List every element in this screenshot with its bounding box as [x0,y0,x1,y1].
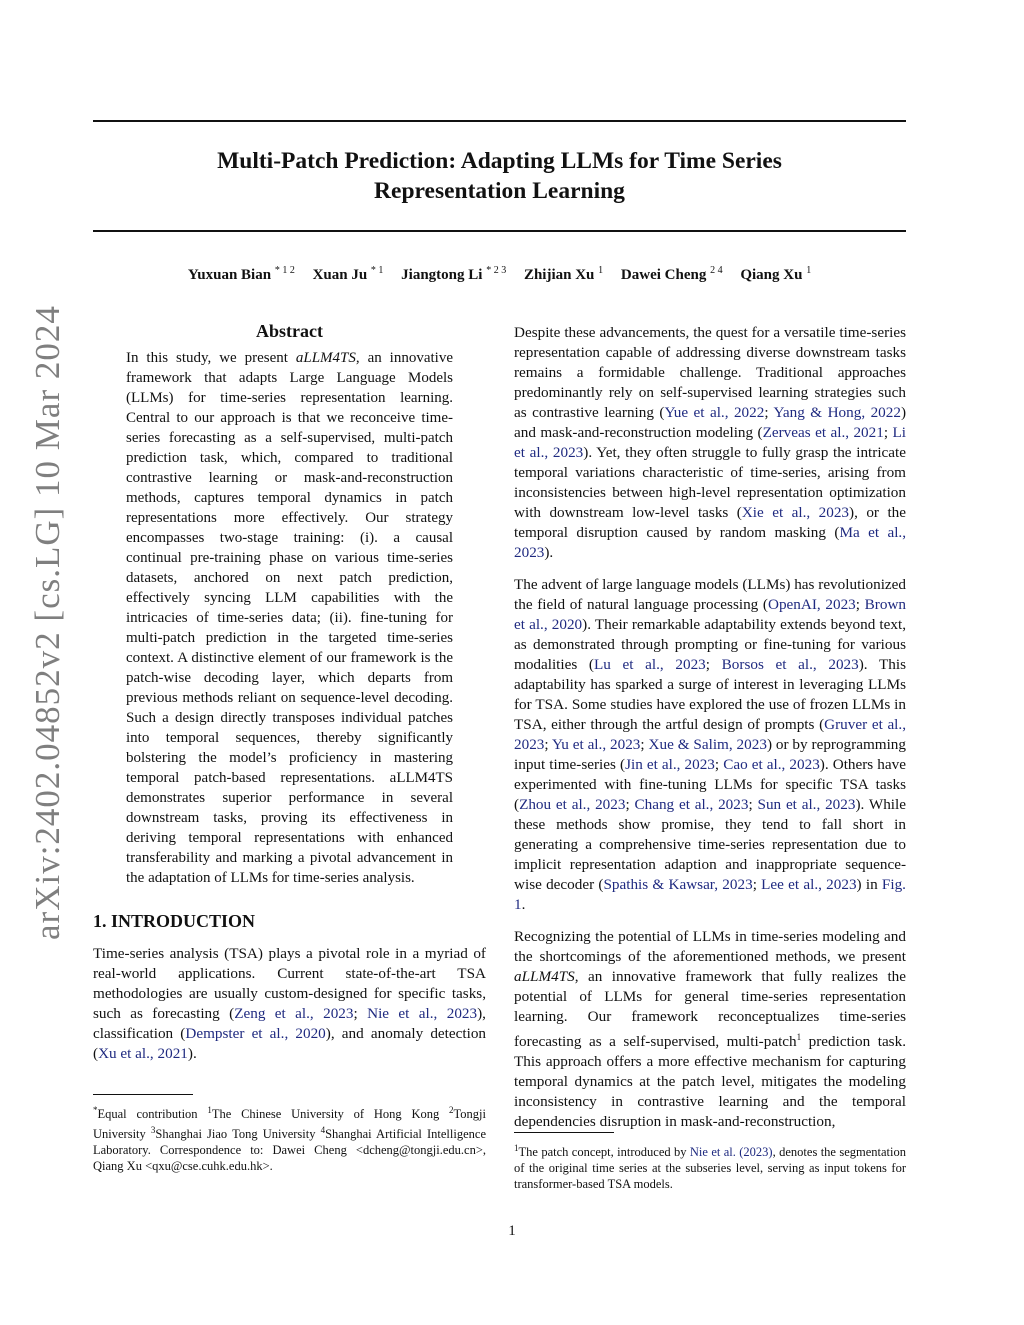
author: Yuxuan Bian $^{* 1 2}$ [187,265,295,283]
citation-link[interactable]: Sun et al., 2023 [757,796,856,813]
citation-link[interactable]: Yue et al., 2022 [664,404,765,421]
affiliation-footnote-text: *Equal contribution $^1$The Chinese University of Hong Kong $^2$Tongji University $^3$Shanghai Jiao Tong University $^4$Shanghai Artificial Intelligence Laboratory. Correspondence to: Dawei Cheng <dcheng@tongji.edu.cn>, Qiang Xu <qxu@cse.cuhk.edu.hk>. [93,1105,486,1174]
citation-link[interactable]: Xu et al., 2021 [98,1045,188,1062]
citation-link[interactable]: Jin et al., 2023 [625,756,715,773]
citation-link[interactable]: Yang & Hong, 2022 [773,404,901,421]
author: Jiangtong Li $^{* 2 3}$ [401,265,507,283]
figure-link[interactable]: Fig. 1 [514,876,906,913]
paper-title [93,146,906,206]
abstract-text: In this study, we present aLLM4TS, an innovative framework that adapts Large Language Models (LLMs) for time-series representation learning. Central to our approach is that we reconceive time-series forecasting as a self-supervised, multi-patch prediction task, which, compared to traditional contrastive learning or mask-and-reconstruction methods, captures temporal dynamics in patch representations more effectively. Our strategy encompasses two-stage training: (i). a causal continual pre-training phase on various time-series datasets, anchored on next patch prediction, effectively syncing LLM capabilities with the intricacies of time-series data; (ii). fine-tuning for multi-patch prediction in the targeted time-series context. A distinctive element of our framework is the patch-wise decoding layer, which departs from previous methods reliant on sequence-level decoding. Such a design directly transposes individual patches into temporal sequences, thereby significantly bolstering the model’s proficiency in mastering temporal patch-based representations. aLLM4TS demonstrates superior performance in several downstream tasks, proving its effectiveness in deriving temporal representations with enhanced transferability and marking a pivotal advancement in the adaptation of LLMs for time-series analysis. [126,350,453,886]
author-list [93,265,906,284]
footnote-rule [93,1094,193,1095]
intro-paragraph: Time-series analysis (TSA) plays a pivotal role in a myriad of real-world applications. Current state-of-the-art TSA methodologies are usually custom-designed for specific tasks, such as forecasting (Zeng et al., 2023; Nie et al., 2023), classification (Dempster et al., 2020), and anomaly detection (Xu et al., 2021). [93,945,487,1062]
footnote-marker: 1 [796,1032,802,1042]
left-column [93,320,486,1064]
citation-link[interactable]: Chang et al., 2023 [634,796,749,813]
author: Qiang Xu $^1$ [740,265,812,283]
author: Dawei Cheng $^{2 4}$ [620,265,723,283]
paper-title-line-2: Representation Learning [374,178,625,204]
citation-link[interactable]: Brown et al., 2020 [514,596,906,633]
patch-footnote [514,1132,906,1192]
abstract-heading: Abstract [256,321,323,341]
citation-link[interactable]: Nie et al., 2023 [367,1005,478,1022]
patch-footnote-text: $^1$The patch concept, introduced by Nie et al. (2023), denotes the segmentation of the original time series at the subseries level, serving as input tokens for transformer-based TSA models. [514,1143,907,1192]
arxiv-sidebar-id: arXiv:2402.04852v2 [cs.LG] 10 Mar 2024 [28,305,67,940]
citation-link[interactable]: Zerveas et al., 2021 [762,424,884,441]
author: Zhijian Xu $^1$ [523,265,604,283]
citation-link[interactable]: Yu et al., 2023 [551,736,641,753]
citation-link[interactable]: Gruver et al., 2023 [514,716,906,753]
citation-link[interactable]: Lee et al., 2023 [761,876,857,893]
title-top-rule [93,120,906,122]
body-paragraph: Recognizing the potential of LLMs in time-series modeling and the shortcomings of the aforementioned methods, we present aLLM4TS, an innovative framework that fully realizes the potential of LLMs for general time-series representation learning. Our framework reconceptualizes time-series forecasting as a self-supervised, multi-patch$^1$ prediction task. This approach offers a more effective mechanism for capturing temporal dynamics at the patch level, mitigates the modeling inconsistency in contrastive learning and the temporal dependencies disruption in mask-and-reconstruction, [514,928,906,1131]
citation-link[interactable]: Cao et al., 2023 [723,756,820,773]
citation-link[interactable]: OpenAI, 2023 [768,596,856,613]
citation-link[interactable]: Nie et al. (2023) [689,1145,773,1160]
title-bottom-rule [93,230,906,232]
citation-link[interactable]: Li et al., 2023 [514,424,906,461]
citation-link[interactable]: Spathis & Kawsar, 2023 [603,876,753,893]
body-paragraph: The advent of large language models (LLMs) has revolutionized the field of natural language processing (OpenAI, 2023; Brown et al., 2020). Their remarkable adaptability extends beyond text, as demonstrated through prompting or fine-tuning for various modalities (Lu et al., 2023; Borsos et al., 2023). This adaptability has sparked a surge of interest in leveraging LLMs for TSA. Some studies have explored the use of frozen LLMs in TSA, either through the artful design of prompts (Gruver et al., 2023; Yu et al., 2023; Xue & Salim, 2023) or by reprogramming input time-series (Jin et al., 2023; Cao et al., 2023). Others have experimented with fine-tuning LLMs for specific TSA tasks (Zhou et al., 2023; Chang et al., 2023; Sun et al., 2023). While these methods show promise, they tend to fall short in generating a comprehensive time-series representation due to implicit representation adaption and inappropriate sequence-wise decoder (Spathis & Kawsar, 2023; Lee et al., 2023) in Fig. 1. [514,576,907,913]
right-column [514,323,906,1132]
section-heading-introduction: 1. INTRODUCTION [93,911,256,931]
citation-link[interactable]: Xie et al., 2023 [741,504,850,521]
citation-link[interactable]: Zhou et al., 2023 [519,796,626,813]
footnote-rule [514,1132,614,1133]
affiliation-footnotes [93,1094,486,1174]
citation-link[interactable]: Dempster et al., 2020 [185,1025,326,1042]
citation-link[interactable]: Lu et al., 2023 [594,656,706,673]
author: Xuan Ju $^{* 1}$ [312,265,384,283]
paper-title-line-1: Multi-Patch Prediction: Adapting LLMs for Time Series [217,148,782,174]
body-paragraph: Despite these advancements, the quest for a versatile time-series representation capable of addressing diverse downstream tasks remains a formidable challenge. Traditional approaches predominantly rely on self-supervised learning strategies such as contrastive learning (Yue et al., 2022; Yang & Hong, 2022) and mask-and-reconstruction modeling (Zerveas et al., 2021; Li et al., 2023). Yet, they often struggle to fully grasp the intricate temporal variations characteristic of time-series, arising from inconsistencies between high-level representation optimization with downstream low-level tasks (Xie et al., 2023), or the temporal disruption caused by random masking (Ma et al., 2023). [514,324,907,561]
citation-link[interactable]: Xue & Salim, 2023 [648,736,767,753]
citation-link[interactable]: Borsos et al., 2023 [721,656,859,673]
citation-link[interactable]: Ma et al., 2023 [514,524,907,561]
page-number: 1 [508,1223,516,1239]
citation-link[interactable]: Zeng et al., 2023 [234,1005,354,1022]
